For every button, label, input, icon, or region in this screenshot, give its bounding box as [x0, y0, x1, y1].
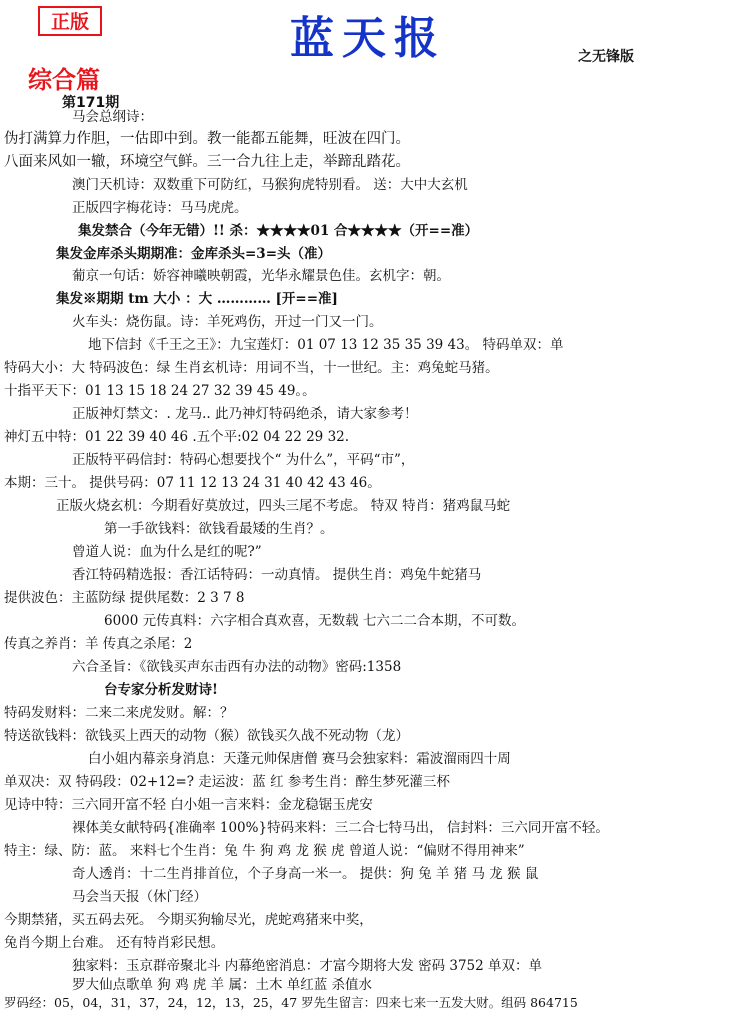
text-line: 传真之养肖：羊 传真之杀尾：2	[4, 636, 193, 652]
text-line: 奇人透肖：十二生肖排首位，个子身高一米一。 提供：狗 兔 羊 猪 马 龙 猴 鼠	[72, 866, 539, 882]
text-line: 马会总纲诗：	[72, 109, 153, 125]
text-line: 正版特平码信封：特码心想要找个“ 为什么”，平码“市”，	[72, 452, 415, 468]
text-line: 今期禁猪，买五码去死。 今期买狗输尽光，虎蛇鸡猪来中奖，	[4, 912, 373, 928]
text-line: 台专家分析发财诗!	[104, 682, 218, 698]
text-line: 本期：三十。 提供号码：07 11 12 13 24 31 40 42 43 46。	[4, 475, 381, 491]
text-line: 六合圣旨：《欲钱买声东击西有办法的动物》密码:1358	[72, 659, 402, 675]
text-line: 集发※期期 tm 大小 ：大 ………… [开==准]	[56, 291, 338, 307]
text-line: 澳门天机诗：双数重下可防红，马猴狗虎特别看。 送：大中大玄机	[72, 177, 468, 193]
text-line: 集发禁合（今年无错）!! 杀：★★★★01 合★★★★（开==准）	[78, 223, 479, 239]
text-line: 八面来风如一辙，环境空气鲜。三一合九往上走，举蹄乱踏花。	[4, 154, 410, 170]
genuine-stamp: 正版	[38, 6, 102, 36]
text-line: 地下信封《千王之王》：九宝莲灯：01 07 13 12 35 35 39 43。 特码单双：单	[88, 337, 564, 353]
text-line: 香江特码精选报：香江话特码：一动真情。 提供生肖：鸡兔牛蛇猪马	[72, 567, 482, 583]
text-line: 见诗中特：三六同开富不轻 白小姐一言来料：金龙稳锯玉虎安	[4, 797, 373, 813]
text-line: 单双决：双 特码段：02+12=? 走运波：蓝 红 参考生肖：醉生梦死灌三杯	[4, 774, 450, 790]
text-line: 特码发财料：二来二来虎发财。解：？	[4, 705, 234, 721]
issue-number: 第171期	[62, 95, 120, 111]
text-line: 神灯五中特：01 22 39 40 46 .五个平:02 04 22 29 32.	[4, 429, 350, 445]
text-line: 正版神灯禁文：. 龙马.. 此乃神灯特码绝杀，请大家参考！	[72, 406, 418, 422]
text-line: 兔肖今期上台难。 还有特肖彩民想。	[4, 935, 225, 951]
text-line: 集发金库杀头期期准：金库杀头=3=头（准）	[56, 246, 332, 262]
text-line: 伪打满算力作胆，一估即中到。教一能都五能舞，旺波在四门。	[4, 131, 410, 147]
text-line: 特送欲钱料：欲钱买上西天的动物（猴）欲钱买久战不死动物（龙）	[4, 728, 409, 744]
text-line: 十指平天下：01 13 15 18 24 27 32 39 45 49。。	[4, 383, 316, 399]
text-line: 提供波色：主蓝防绿 提供尾数：2 3 7 8	[4, 590, 245, 606]
text-line: 曾道人说：血为什么是红的呢?”	[72, 544, 262, 560]
text-line: 白小姐内幕亲身消息：天蓬元帅保唐僧 赛马会独家料：霜波溜雨四十周	[88, 751, 511, 767]
text-line: 火车头：烧伤鼠。诗：羊死鸡伤，开过一门又一门。	[72, 314, 383, 330]
text-line: 马会当天报（休门经）	[72, 889, 207, 905]
text-line: 特码大小：大 特码波色：绿 生肖玄机诗：用词不当，十一世纪。主：鸡兔蛇马猪。	[4, 360, 499, 376]
text-line: 罗码经：05，04，31，37，24，12，13，25，47 罗先生留言：四来七来一五发大财。组码 864715	[4, 995, 578, 1010]
text-line: 正版四字梅花诗：马马虎虎。	[72, 200, 248, 216]
text-line: 裸体美女献特码{准确率 100%}特码来料：三二合七特马出， 信封料：三六同开富不轻。	[72, 820, 609, 836]
text-line: 第一手欲钱料：欲钱看最矮的生肖？。	[104, 521, 334, 537]
text-line: 葡京一句话：娇容神曦映朝霞，光华永耀景色佳。玄机字：朝。	[72, 268, 450, 284]
edition-label: 之无锋版	[578, 49, 634, 65]
masthead-title: 蓝天报	[290, 13, 446, 64]
text-line: 特主：绿、防：蓝。 来料七个生肖：兔 牛 狗 鸡 龙 猴 虎 曾道人说：“偏财不得用神来”	[4, 843, 525, 859]
text-line: 独家料：玉京群帝聚北斗 内幕绝密消息：才富今期将大发 密码 3752 单双：单	[72, 958, 543, 974]
text-line: 正版火烧玄机：今期看好莫放过，四头三尾不考虑。 特双 特肖：猪鸡鼠马蛇	[56, 498, 511, 514]
section-title: 综合篇	[28, 66, 100, 94]
text-line: 罗大仙点歌单 狗 鸡 虎 羊 属：土木 单红蓝 杀值水	[72, 977, 373, 993]
text-line: 6000 元传真料：六字相合真欢喜，无数载 七六二二合本期，不可数。	[104, 613, 525, 629]
